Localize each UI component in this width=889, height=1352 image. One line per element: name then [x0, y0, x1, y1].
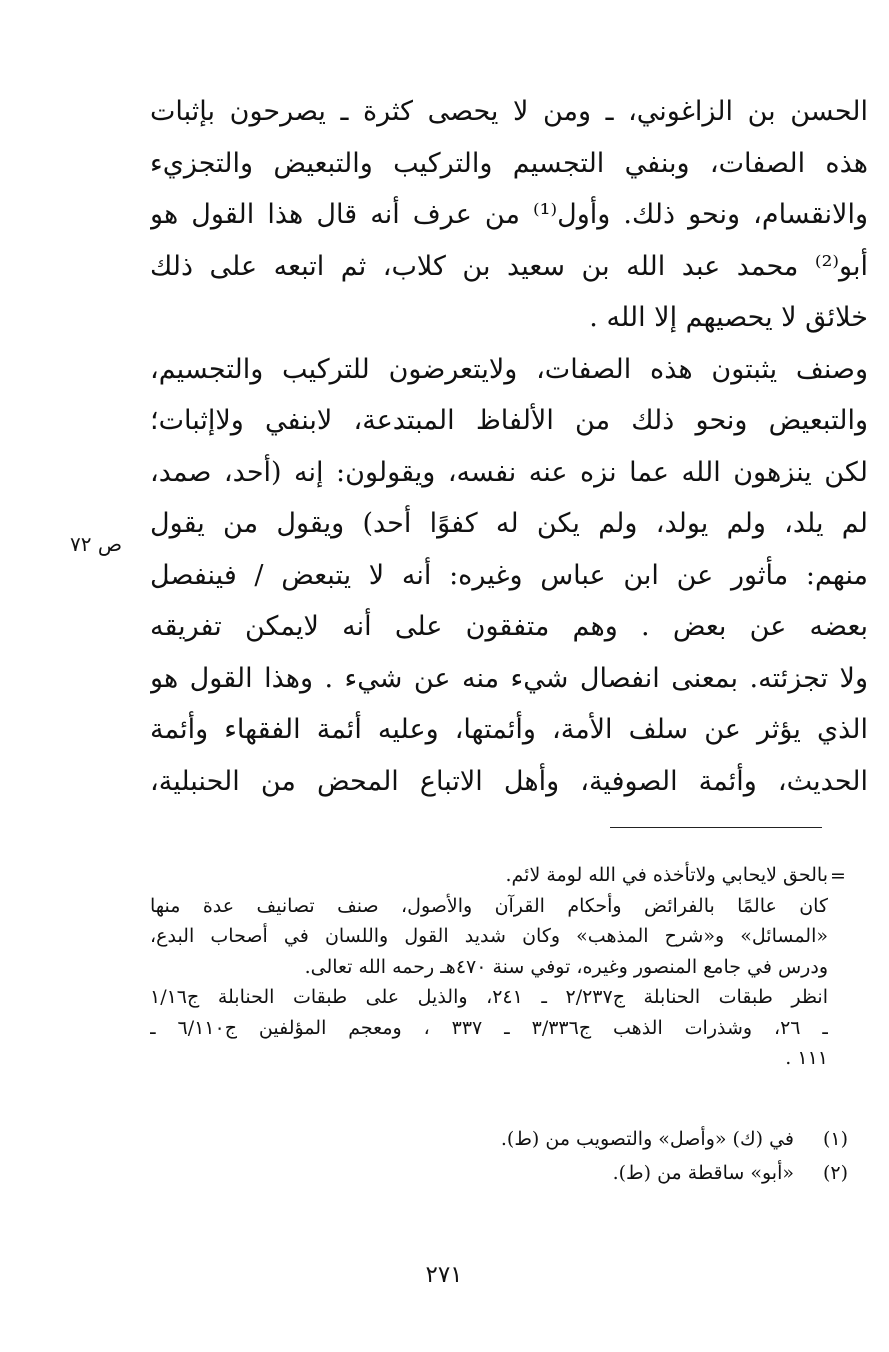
text-line: بعضه عن بعض . وهم متفقون على أنه لايمكن تفريقه: [150, 611, 868, 642]
footnote-number: (٢): [822, 1162, 848, 1184]
note-line: «المسائل» و«شرح المذهب» وكان شديد القول واللسان في أصحاب البدع،: [150, 925, 828, 947]
text-line: هذه الصفات، وبنفي التجسيم والتركيب والتبعيض والتجزيء: [150, 147, 868, 179]
text-line: لم يلد، ولم يولد، ولم يكن له كفوًا أحد) ويقول من يقول: [150, 508, 868, 539]
text-line: ولا تجزئته. بمعنى انفصال شيء منه عن شيء . وهذا القول هو: [150, 662, 868, 694]
text-line: والتبعيض ونحو ذلك من الألفاظ المبتدعة، لابنفي ولاإثبات؛: [150, 405, 868, 436]
footnote-2: [150, 1158, 848, 1188]
main-text: [150, 86, 868, 807]
text-line: الحديث، وأئمة الصوفية، وأهل الاتباع المحض من الحنبلية،: [150, 765, 868, 797]
text-line: خلائق لا يحصيهم إلا الله .: [589, 302, 868, 333]
footnote-text: في (ك) «وأصل» والتصويب من (ط).: [500, 1128, 794, 1150]
footnote-number: (١): [822, 1128, 848, 1150]
note-line: ـ ٢٦، وشذرات الذهب ج٣/٣٣٦ ـ ٣٣٧ ، ومعجم المؤلفين ج٦/١١٠ ـ: [150, 1016, 828, 1039]
note-line: كان عالمًا بالفرائض وأحكام القرآن والأصول، صنف تصانيف عدة منها: [150, 894, 828, 917]
text-line: الحسن بن الزاغوني، ـ ومن لا يحصى كثرة ـ يصرحون بإثبات: [150, 96, 868, 127]
note-line: ودرس في جامع المنصور وغيره، توفي سنة ٤٧٠هـ رحمه الله تعالى.: [304, 955, 828, 978]
footnote-1: [150, 1124, 848, 1154]
text-line: أبو⁽²⁾ محمد عبد الله بن سعيد بن كلاب، ثم اتبعه على ذلك: [150, 250, 868, 282]
footnote-separator: [610, 827, 822, 828]
page-number: ٢٧١: [425, 1262, 463, 1288]
note-line: ١١١ .: [785, 1047, 828, 1069]
note-line: بالحق لايحابي ولاتأخذه في الله لومة لائم.: [505, 864, 828, 886]
text-line: وصنف يثبتون هذه الصفات، ولايتعرضون للتركيب والتجسيم،: [150, 353, 868, 385]
text-line: لكن ينزهون الله عما نزه عنه نفسه، ويقولون: إنه (أحد، صمد،: [150, 456, 868, 488]
footnote-text: «أبو» ساقطة من (ط).: [612, 1162, 794, 1184]
text-line: والانقسام، ونحو ذلك. وأول⁽¹⁾ من عرف أنه قال هذا القول هو: [150, 199, 868, 230]
text-line: منهم: مأثور عن ابن عباس وغيره: أنه لا يتبعض / فينفصل: [150, 559, 868, 591]
continued-footnote: [150, 860, 828, 1074]
continuation-mark: =: [830, 865, 846, 887]
text-line: الذي يؤثر عن سلف الأمة، وأئمتها، وعليه أئمة الفقهاء وأئمة: [150, 714, 868, 745]
note-line: انظر طبقات الحنابلة ج٢/٢٣٧ ـ ٢٤١، والذيل على طبقات الحنابلة ج١/١٦: [150, 986, 828, 1008]
margin-page-reference: ص ٧٢: [69, 532, 123, 556]
